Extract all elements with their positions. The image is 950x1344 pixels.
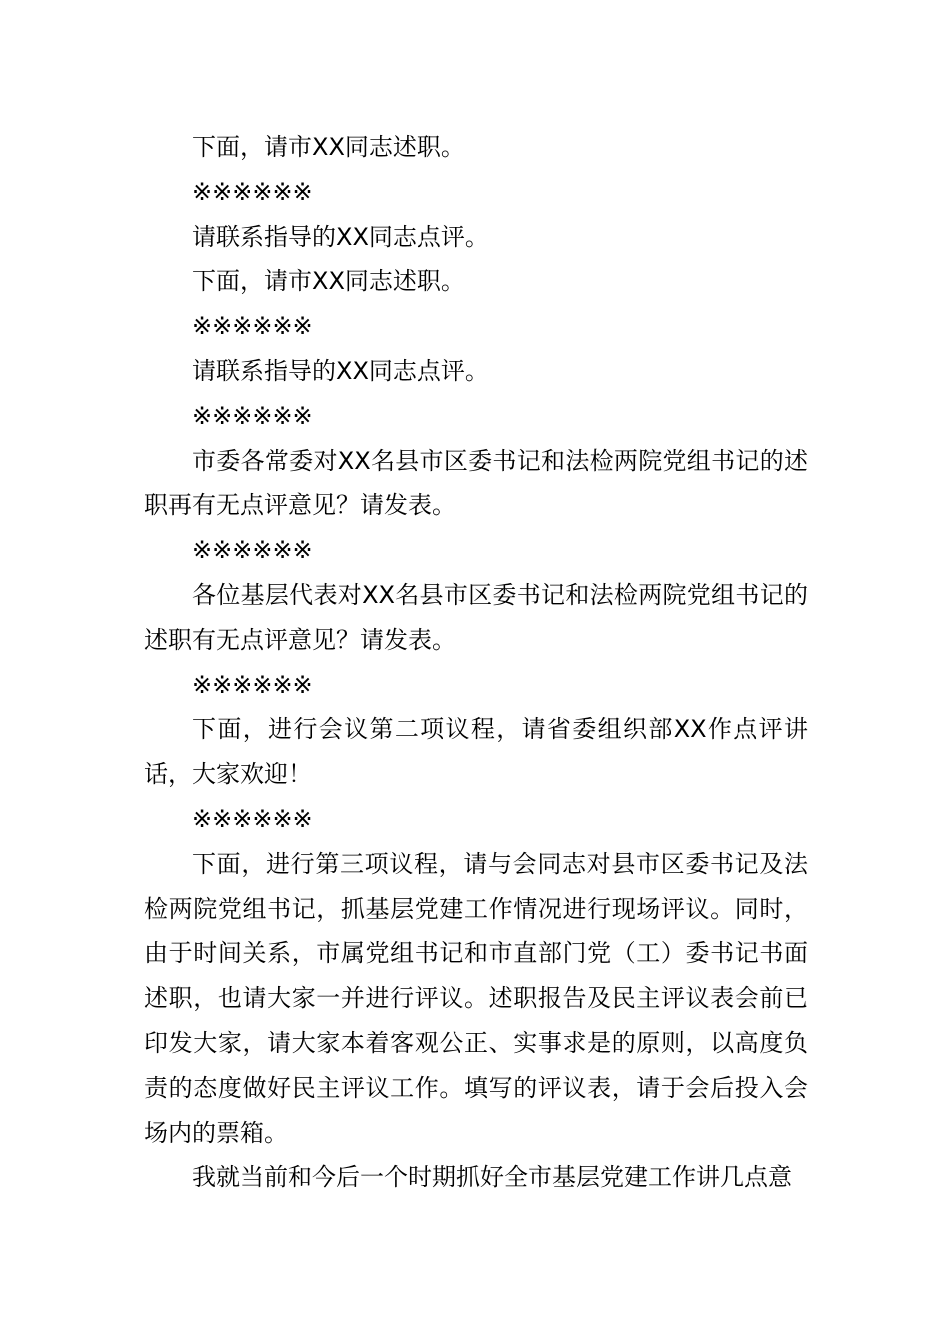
separator-2: ※※※※※※ — [192, 312, 313, 341]
paragraph-9: 我就当前和今后一个时期抓好全市基层党建工作讲几点意 — [192, 1163, 792, 1192]
paragraph-8: 下面，进行第三项议程，请与会同志对县市区委书记及法检两院党组书记，抓基层党建工作情况进行现场评议。同时，由于时间关系，市属党组书记和市直部门党（工）委书记书面述职，也请大家一并进行评议。述职报告及民主评议表会前已印发大家，请大家本着客观公正、实事求是的原则，以高度负责的态度做好民主评议工作。填写的评议表，请于会后投入会场内的票箱。 — [144, 849, 808, 1147]
paragraph-1: 下面，请市XX同志述职。 — [192, 133, 465, 161]
separator-4: ※※※※※※ — [192, 536, 313, 565]
paragraph-2: 请联系指导的XX同志点评。 — [192, 222, 489, 251]
separator-5: ※※※※※※ — [192, 670, 313, 699]
paragraph-5: 市委各常委对XX名县市区委书记和法检两院党组书记的述职再有无点评意见？请发表。 — [144, 446, 808, 520]
paragraph-7: 下面，进行会议第二项议程，请省委组织部XX作点评讲话，大家欢迎！ — [144, 715, 808, 789]
separator-3: ※※※※※※ — [192, 401, 313, 430]
document-body — [144, 125, 808, 1200]
paragraph-4: 请联系指导的XX同志点评。 — [192, 356, 489, 385]
separator-1: ※※※※※※ — [192, 177, 313, 206]
paragraph-3: 下面，请市XX同志述职。 — [192, 267, 465, 296]
separator-6: ※※※※※※ — [192, 804, 313, 833]
paragraph-6: 各位基层代表对XX名县市区委书记和法检两院党组书记的述职有无点评意见？请发表。 — [144, 580, 808, 654]
